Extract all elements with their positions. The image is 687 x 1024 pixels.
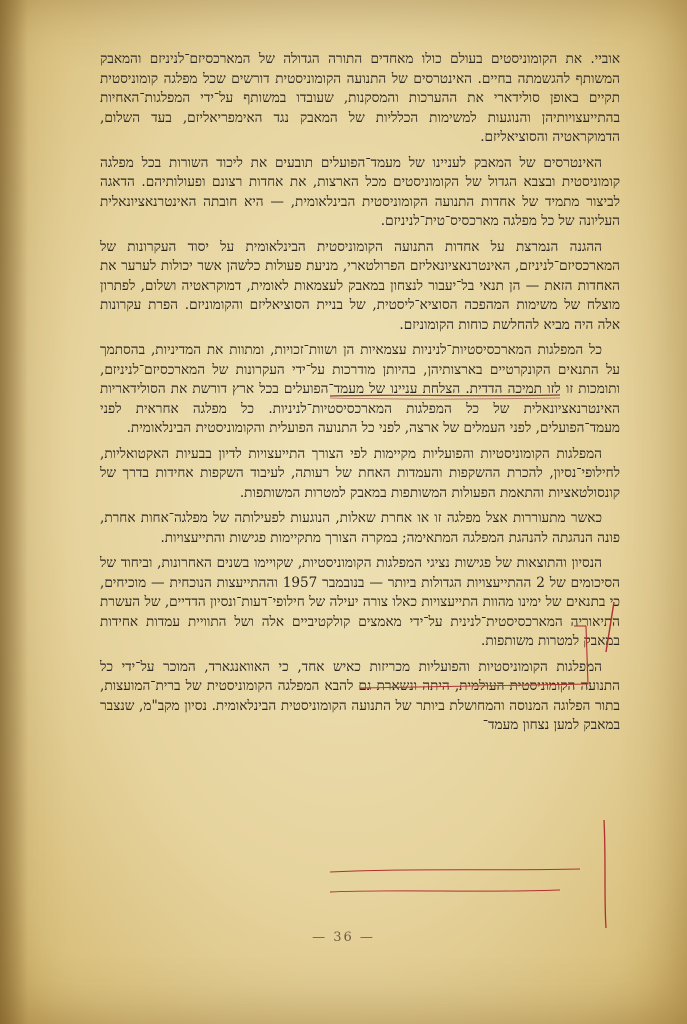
- underline-mark-4: [330, 890, 560, 892]
- underline-mark-3: [330, 869, 580, 872]
- paragraph-1: אוביי. את הקומוניסטים בעולם כולו מאחדים התורה הגדולה של המארכסיזם־לניניזם והמאבק המשותף להגשמתה בחיים. האינטרסים של התנועה הקומוניסטית דורשים שכל מפלגה קומוניסטית תקיים באופן סולידארי את ההערכות והמסקנות, שעובדו במשותף על־ידי המפלגות־האחיות בהתייעצויותיהן והנוגעות למשימות הכלליות של המאבק נגד האימפריאליזם, בעד השלום, הדמוקראטיה והסוציאליזם.: [100, 51, 620, 145]
- page-spine-shadow: [0, 0, 28, 1024]
- paragraph-5: המפלגות הקומוניסטיות והפועליות מקיימות לפי הצורך התייעצויות לדיון בבעיות האקטואליות, לחילופי־נסיון, להכרת ההשקפות והעמדות האחת של רעותה, לעיבוד השקפות אחידות בדרך של קונסולטאציות והתאמת הפעולות המשותפות במאבק למטרות המשותפות.: [100, 445, 620, 501]
- paragraph-7: הנסיון והתוצאות של פגישות נציגי המפלגות הקומוניסטיות, שקויימו בשנים האחרונות, וביחוד של הסיכומים של 2 ההתייעצויות הגדולות ביותר — בנובמבר 1957 וההתייעצות הנוכחית — מוכיחים, כי בתנאים של ימינו מהוות התייעצויות כאלו צורה יעילה של חילופי־דעות־ונסיון הדדיים, של העשרת התיאוריה המארכסיסטית־לנינית על־ידי מאמצים קולקטיביים אלה ושל התוויית עמדות אחידות במאבק למטרות משותפות.: [100, 555, 620, 649]
- document-body: [100, 50, 620, 742]
- paragraph-2: האינטרסים של המאבק לעניינו של מעמד־הפועלים תובעים את ליכוד השורות בכל מפלגה קומוניסטית ובצבא הגדול של הקומוניסטים מכל הארצות, את אחדות רצונם ופעולותיהם. הדאגה לביצור מתמיד של אחדות התנועה הקומוניסטית הבינלאומית, — היא חובתה האינטרנאציונאלית העליונה של כל מפלגה מארכסיס־טית־לניניזם.: [100, 154, 620, 229]
- margin-line-2: [604, 820, 606, 928]
- paragraph-3: ההגנה הנמרצת על אחדות התנועה הקומוניסטית הבינלאומית על יסוד העקרונות של המארכסיזם־לניניזם, האינטרנאציונאליזם הפרולטארי, מניעת פעולות כלשהן אשר יכולות לערער את האחדות הזאת — הן תנאי בל־יעבור לנצחון במאבק לעצמאות לאומית, דמוקראטיה ושלום, לפתרון מוצלח של משימות המהפכה הסוציא־ליסטית, של בניית הסוציאליזם והקומוניזם. הפרת עקרונות אלה היה מביא להחלשת כוחות הקומוניזם.: [100, 238, 620, 333]
- page-number: — 36 —: [312, 930, 375, 945]
- paragraph-8: המפלגות הקומוניסטיות והפועליות מכריזות כאיש אחד, כי האוואנגארד, המוכר על־ידי כל התנועה הקומוניסטית העולמית, היתה ונשארת גם להבא המפלגה הקומוניסטית של ברית־המועצות, בתור הפלוגה המנוסה והמחושלת ביותר של התנועה הקומוניסטית הבינלאומית. נסיון מקב"מ, שנצבר במאבק למען נצחון מעמד־: [100, 658, 620, 733]
- paragraph-6: כאשר מתעוררות אצל מפלגה זו או אחרת שאלות, הנוגעות לפעילותה של מפלגה־אחות אחרת, פונה הנהגתה להנהגת המפלגה המתאימה; במקרה הצורך מתקיימות פגישות והתייעצויות.: [100, 510, 620, 546]
- paragraph-4: כל המפלגות המארכסיסטיות־לניניות עצמאיות הן ושוות־זכויות, ומתוות את המדיניות, בהסתמך על התנאים הקונקרטיים בארצותיהן, בהיותן מודרכות על־ידי העקרונות של המארכסיזם־לניניזם, ותומכות זו לזו תמיכה הדדית. הצלחת עניינו של מעמד־הפועלים בכל ארץ דורשת את הסולידאריות האינטרנאציונאלית של כל המפלגות המארכסיסטיות־לניניות. כל מפלגה אחראית לפני מעמד־הפועלים, לפני העמלים של ארצה, לפני כל התנועה הפועלית והקומוניסטית הבינלאומית.: [100, 342, 620, 436]
